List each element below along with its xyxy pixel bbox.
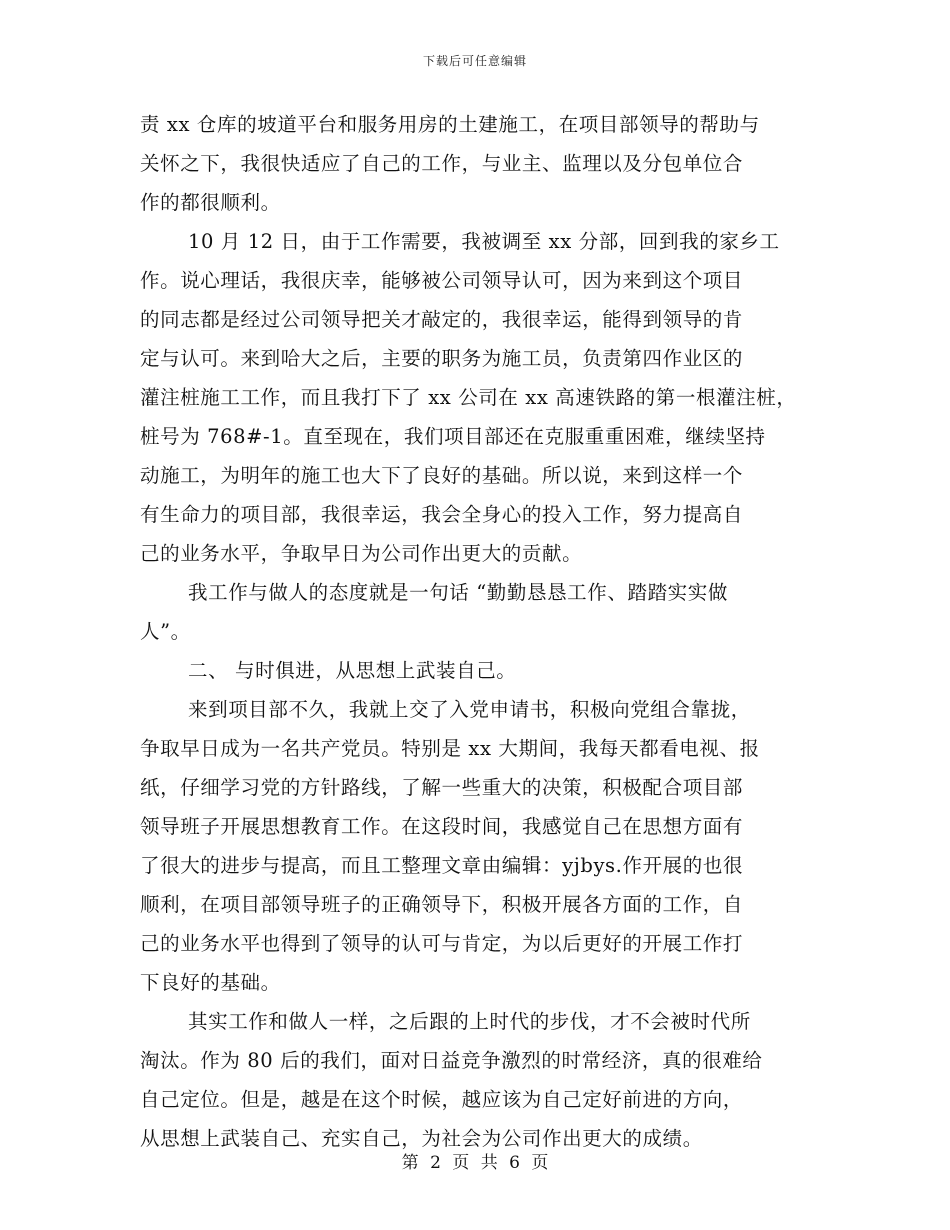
text-line: 自己定位。但是，越是在这个时候，越应该为自己定好前进的方向， (140, 1088, 744, 1111)
text-line: 己的业务水平，争取早日为公司作出更大的贡献。 (140, 542, 583, 565)
text-line: 二、 与时俱进，从思想上武装自己。 (188, 659, 517, 682)
text-line: 其实工作和做人一样，之后跟的上时代的步伐，才不会被时代所 (188, 1010, 751, 1033)
text-line: 的同志都是经过公司领导把关才敲定的，我很幸运，能得到领导的肯 (140, 308, 744, 331)
text-line: 桩号为 768#-1。直至现在，我们项目部还在克服重重困难，继续坚持 (140, 425, 766, 448)
text-line: 关怀之下，我很快适应了自己的工作，与业主、监理以及分包单位合 (140, 152, 744, 175)
text-line: 责 xx 仓库的坡道平台和服务用房的土建施工，在项目部领导的帮助与 (140, 113, 760, 136)
text-line: 纸，仔细学习党的方针路线，了解一些重大的决策，积极配合项目部 (140, 776, 744, 799)
text-line: 我工作与做人的态度就是一句话 “勤勤恳恳工作、踏踏实实做 (188, 581, 728, 604)
text-line: 了很大的进步与提高，而且工整理文章由编辑：yjbys.作开展的也很 (140, 854, 744, 877)
page-header: 下载后可任意编辑 (422, 54, 527, 68)
text-line: 从思想上武装自己、充实自己，为社会为公司作出更大的成绩。 (140, 1127, 703, 1150)
text-line: 灌注桩施工工作，而且我打下了 xx 公司在 xx 高速铁路的第一根灌注桩， (140, 386, 797, 409)
document-body (140, 105, 820, 1158)
text-line: 争取早日成为一名共产党员。特别是 xx 大期间，我每天都看电视、报 (140, 737, 760, 760)
text-line: 作。说心理话，我很庆幸，能够被公司领导认可，因为来到这个项目 (140, 269, 744, 292)
text-line: 作的都很顺利。 (140, 191, 281, 214)
text-line: 下良好的基础。 (140, 971, 281, 994)
text-line: 领导班子开展思想教育工作。在这段时间，我感觉自己在思想方面有 (140, 815, 744, 838)
text-line: 动施工，为明年的施工也大下了良好的基础。所以说，来到这样一个 (140, 464, 744, 487)
text-line: 人”。 (140, 620, 191, 643)
text-line: 淘汰。作为 80 后的我们，面对日益竞争激烈的时常经济，真的很难给 (140, 1049, 763, 1072)
page-number-footer: 第 2 页 共 6 页 (401, 1153, 549, 1173)
text-line: 来到项目部不久，我就上交了入党申请书，积极向党组合靠拢， (188, 698, 751, 721)
text-line: 顺利，在项目部领导班子的正确领导下，积极开展各方面的工作，自 (140, 893, 744, 916)
text-line: 10 月 12 日，由于工作需要，我被调至 xx 分部，回到我的家乡工 (188, 230, 780, 253)
text-line: 定与认可。来到哈大之后，主要的职务为施工员，负责第四作业区的 (140, 347, 744, 370)
text-line: 有生命力的项目部，我很幸运，我会全身心的投入工作，努力提高自 (140, 503, 744, 526)
text-line: 己的业务水平也得到了领导的认可与肯定，为以后更好的开展工作打 (140, 932, 744, 955)
